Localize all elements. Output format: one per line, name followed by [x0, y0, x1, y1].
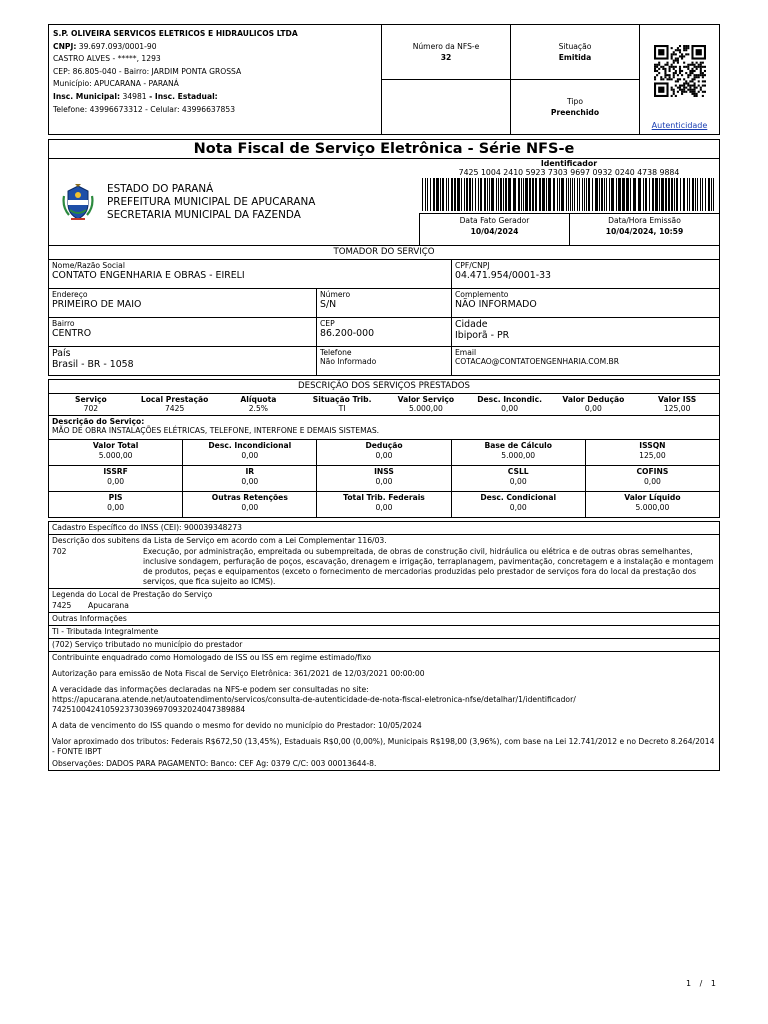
tomador-row — [49, 346, 719, 375]
tax-value: 5.000,00 — [635, 503, 670, 512]
tax-value: 0,00 — [375, 451, 393, 460]
tax-value: 0,00 — [509, 503, 527, 512]
subitem-text: Execução, por administração, empreitada ou subempreitada, de obras de construção civil, hidráulica ou elétrica e de outras obras semelhantes, inclusive sondagem, perfuração de poços, escavação, drenagem e irrigação, terraplanagem, pavimentação, concretagem e a instalação e montagem de produtos, peças e equipamentos (exceto o fornecimento de mercadorias produzidas pelo prestador de serviços fora do local da prestação dos serviços, que fica sujeito ao ICMS). — [143, 547, 714, 586]
tax-cell — [49, 440, 182, 465]
fato-gerador: 10/04/2024 — [470, 227, 519, 236]
nfse-main-box — [48, 139, 720, 376]
page-total: 1 — [710, 979, 716, 988]
info-box — [48, 521, 720, 771]
tax-value: 0,00 — [107, 503, 125, 512]
tax-value: 0,00 — [241, 451, 259, 460]
valor-deducao-col — [552, 394, 636, 415]
tax-value: 125,00 — [639, 451, 666, 460]
veracidade-line: A veracidade das informações declaradas na NFS-e podem ser consultadas no site: — [52, 685, 369, 694]
pais-value: Brasil - BR - 1058 — [52, 359, 134, 370]
servicos-row — [49, 393, 719, 415]
tax-label: PIS — [108, 493, 123, 502]
tax-table — [49, 439, 719, 517]
tax-cell — [451, 440, 585, 465]
tax-value: 0,00 — [375, 503, 393, 512]
insc-municipal-label: Insc. Municipal: — [53, 91, 121, 101]
tax-cell — [316, 440, 450, 465]
subitem-code: 702 — [52, 547, 67, 556]
situacao-col — [300, 394, 384, 415]
nfse-tipo-cell — [510, 80, 639, 134]
legenda-code: 7425 — [52, 601, 72, 610]
tax-cell — [585, 466, 719, 491]
emissao-label: Data/Hora Emissão — [608, 216, 681, 225]
page-separator: / — [699, 979, 703, 988]
observacoes-line: Observações: DADOS PARA PAGAMENTO: Banco: CEF Ag: 0379 C/C: 003 00013644-8. — [52, 759, 377, 768]
tax-cell — [316, 466, 450, 491]
servico-label: Serviço — [75, 395, 107, 404]
tax-value: 0,00 — [643, 477, 661, 486]
bairro-cell — [49, 318, 316, 346]
valor-deducao-value: 0,00 — [584, 404, 602, 413]
identifier-label: Identificador — [540, 159, 598, 168]
complemento-label: Complemento — [455, 290, 509, 299]
endereco-label: Endereço — [52, 290, 88, 299]
provider-name: S.P. OLIVEIRA SERVICOS ELETRICOS E HIDRAULICOS LTDA — [53, 29, 298, 38]
autenticidade-link[interactable]: Autenticidade — [651, 121, 708, 130]
cpf-cell — [451, 260, 719, 288]
local-col — [133, 394, 217, 415]
valor-servico-value: 5.000,00 — [408, 404, 443, 413]
aliquota-value: 2.5% — [248, 404, 269, 413]
telefone-label: Telefone — [320, 348, 352, 357]
aproximado-line: Valor aproximado dos tributos: Federais R$672,50 (13,45%), Estaduais R$0,00 (0,00%), Municipais R$198,00 (3,96%), com base na Lei 12.741/2012 e no Decreto 8.264/2014 - FONTE IBPT — [52, 737, 715, 756]
tax-label: Outras Retenções — [211, 493, 288, 502]
cep-cell — [316, 318, 451, 346]
complemento-cell — [451, 289, 719, 317]
cpf-value: 04.471.954/0001-33 — [455, 270, 552, 281]
valor-deducao-label: Valor Dedução — [562, 395, 625, 404]
subitem-row — [49, 547, 719, 588]
provider-header — [48, 24, 720, 135]
pais-label: País — [52, 348, 71, 359]
tax-value: 0,00 — [375, 477, 393, 486]
bairro-label: Bairro — [52, 319, 75, 328]
tax-label: Dedução — [365, 441, 403, 450]
nfse-document — [48, 24, 720, 771]
valor-iss-value: 125,00 — [663, 404, 691, 413]
tax-value: 0,00 — [107, 477, 125, 486]
identifier-block — [419, 159, 719, 245]
tax-value: 0,00 — [241, 503, 259, 512]
tax-label: ISSRF — [103, 467, 128, 476]
blank-cell — [382, 80, 510, 134]
tax-label: COFINS — [636, 467, 669, 476]
tax-cell — [585, 440, 719, 465]
fato-gerador-label: Data Fato Gerador — [459, 216, 530, 225]
tax-row — [49, 465, 719, 491]
nfse-situacao: Emitida — [558, 53, 592, 62]
dates-row — [419, 213, 719, 245]
qr-code-icon[interactable] — [654, 45, 706, 97]
tax-cell — [585, 492, 719, 517]
complemento-value: NÃO INFORMADO — [455, 299, 537, 310]
cep-label: CEP — [320, 319, 335, 328]
tax-row — [49, 439, 719, 465]
servico-value: 702 — [83, 404, 99, 413]
tax-cell — [49, 466, 182, 491]
provider-info — [49, 25, 381, 134]
descricao-value: MÃO DE OBRA INSTALAÇÕES ELÉTRICAS, TELEFONE, INTERFONE E DEMAIS SISTEMAS. — [52, 426, 380, 435]
desc-incondic-label: Desc. Incondic. — [477, 395, 543, 404]
cei-line: Cadastro Específico do INSS (CEI): 900039348273 — [52, 523, 242, 532]
emissao: 10/04/2024, 10:59 — [605, 227, 684, 236]
insc-municipal: 34981 — [122, 91, 147, 101]
servico-col — [49, 394, 133, 415]
situacao-label: Situação Trib. — [312, 395, 372, 404]
provider-cnpj: 39.697.093/0001-90 — [78, 41, 157, 51]
nfse-number-cell — [382, 25, 510, 79]
descricao-label: Descrição do Serviço: — [52, 417, 145, 426]
email-label: Email — [455, 348, 477, 357]
valor-iss-col — [635, 394, 719, 415]
tax-cell — [316, 492, 450, 517]
ti-line: TI - Tributada Integralmente — [52, 627, 159, 636]
valor-servico-label: Valor Serviço — [397, 395, 455, 404]
consulta-url-id[interactable]: 74251004241059237303969709320240473898​84 — [52, 705, 246, 714]
document-title: Nota Fiscal de Serviço Eletrônica - Série NFS-e — [49, 140, 719, 159]
page-counter — [686, 979, 716, 988]
provider-address: CASTRO ALVES - *****, 1293 — [53, 54, 161, 64]
nfse-situacao-label: Situação — [558, 42, 592, 51]
cep-value: 86.200-000 — [320, 328, 375, 339]
telefone-value: Não Informado — [320, 357, 377, 366]
tax-value: 0,00 — [241, 477, 259, 486]
vencimento-line: A data de vencimento do ISS quando o mesmo for devido no município do Prestador: 10/05/2024 — [52, 721, 422, 730]
outras-label: Outras Informações — [52, 614, 127, 623]
government-city-hall: PREFEITURA MUNICIPAL DE APUCARANA — [107, 195, 316, 208]
provider-insc-line — [53, 91, 377, 104]
provider-phone-line: Telefone: 43996673312 - Celular: 43996637853 — [53, 104, 236, 114]
government-names — [107, 183, 315, 222]
homologado-line: Contribuinte enquadrado como Homologado de ISS ou ISS em regime estimado/fixo — [52, 653, 371, 662]
nome-value: CONTATO ENGENHARIA E OBRAS - EIRELI — [52, 270, 245, 281]
parana-coat-of-arms-icon — [61, 182, 95, 222]
emissao-cell — [569, 214, 719, 245]
tomador-grid — [49, 259, 719, 375]
valor-iss-label: Valor ISS — [658, 395, 697, 404]
trib702-line: (702) Serviço tributado no município do prestador — [52, 640, 243, 649]
nfse-number-label: Número da NFS-e — [412, 42, 480, 51]
endereco-cell — [49, 289, 316, 317]
tax-label: Total Trib. Federais — [343, 493, 425, 502]
legenda-city: Apucarana — [88, 601, 129, 610]
cidade-label: Cidade — [455, 319, 488, 330]
fato-gerador-cell — [420, 214, 569, 245]
local-label: Local Prestação — [140, 395, 209, 404]
endereco-value: PRIMEIRO DE MAIO — [52, 299, 142, 310]
nome-cell — [49, 260, 451, 288]
desc-incondic-col — [468, 394, 552, 415]
tax-cell — [182, 466, 316, 491]
subitens-label: Descrição dos subitens da Lista de Serviço em acordo com a Lei Complementar 116/03. — [52, 536, 387, 545]
tax-label: CSLL — [507, 467, 529, 476]
tax-cell — [182, 492, 316, 517]
servicos-section-title: DESCRIÇÃO DOS SERVIÇOS PRESTADOS — [298, 381, 470, 391]
aliquota-label: Alíquota — [240, 395, 277, 404]
valor-servico-col — [384, 394, 468, 415]
aliquota-col — [217, 394, 301, 415]
situacao-value: TI — [338, 404, 346, 413]
nome-label: Nome/Razão Social — [52, 261, 125, 270]
tax-cell — [451, 492, 585, 517]
legenda-label: Legenda do Local de Prestação do Serviço — [52, 590, 213, 599]
provider-cnpj-label: CNPJ: — [53, 41, 77, 51]
nfse-situacao-cell — [510, 25, 639, 79]
numero-cell — [316, 289, 451, 317]
qr-block — [639, 25, 719, 134]
email-cell — [451, 347, 719, 375]
nfse-tipo: Preenchido — [550, 108, 600, 117]
pais-cell — [49, 347, 316, 375]
identifier-value: 7425 1004 2410 5923 7303 9697 0932 0240 4738 9884 — [458, 168, 680, 177]
tax-row — [49, 491, 719, 517]
tax-cell — [182, 440, 316, 465]
tax-label: Base de Cálculo — [484, 441, 552, 450]
tax-value: 0,00 — [509, 477, 527, 486]
legenda-row — [49, 601, 719, 612]
barcode-icon — [422, 178, 716, 211]
tomador-row — [49, 259, 719, 288]
tomador-row — [49, 317, 719, 346]
email-value: COTACAO@CONTATOENGENHARIA.COM.BR — [455, 357, 620, 366]
tax-label: Valor Total — [92, 441, 139, 450]
tomador-row — [49, 288, 719, 317]
provider-cep-line: CEP: 86.805-040 - Bairro: JARDIM PONTA GROSSA — [53, 66, 242, 76]
tax-cell — [451, 466, 585, 491]
local-value: 7425 — [164, 404, 185, 413]
tax-value: 5.000,00 — [501, 451, 536, 460]
nfse-number: 32 — [440, 53, 452, 62]
government-state: ESTADO DO PARANÁ — [107, 182, 214, 195]
government-block — [49, 159, 719, 245]
tax-label: INSS — [374, 467, 394, 476]
insc-estadual-label: - Insc. Estadual: — [149, 91, 218, 101]
tax-value: 5.000,00 — [98, 451, 133, 460]
nfse-tipo-label: Tipo — [567, 97, 583, 106]
numero-value: S/N — [320, 299, 337, 310]
page-current: 1 — [686, 979, 692, 988]
bairro-value: CENTRO — [52, 328, 92, 339]
telefone-cell — [316, 347, 451, 375]
servicos-box — [48, 379, 720, 518]
tax-cell — [49, 492, 182, 517]
cpf-label: CPF/CNPJ — [455, 261, 490, 270]
consulta-url[interactable]: https://apucarana.atende.net/autoatendimento/servicos/consulta-de-autenticidade-de-nota-fiscal-eletronica-nfse/detalhar/1/identificador/ — [52, 695, 576, 704]
cidade-cell — [451, 318, 719, 346]
tax-label: Valor Líquido — [624, 493, 681, 502]
autorizacao-line: Autorização para emissão de Nota Fiscal de Serviço Eletrônica: 361/2021 de 12/03/2021 00:00:00 — [52, 669, 425, 678]
cidade-value: Ibiporã - PR — [455, 330, 510, 341]
government-info — [49, 159, 419, 245]
numero-label: Número — [320, 290, 351, 299]
tax-label: Desc. Incondicional — [208, 441, 292, 450]
tax-label: ISSQN — [639, 441, 666, 450]
tomador-section-title: TOMADOR DO SERVIÇO — [49, 245, 719, 259]
desc-incondic-value: 0,00 — [501, 404, 519, 413]
descricao-servico — [49, 415, 719, 439]
provider-city-line: Município: APUCARANA - PARANÁ — [53, 79, 179, 89]
government-secretariat: SECRETARIA MUNICIPAL DA FAZENDA — [107, 208, 301, 221]
tax-label: IR — [245, 467, 255, 476]
provider-cnpj-line — [53, 41, 377, 54]
nfse-status-block — [381, 25, 639, 134]
tax-label: Desc. Condicional — [480, 493, 557, 502]
